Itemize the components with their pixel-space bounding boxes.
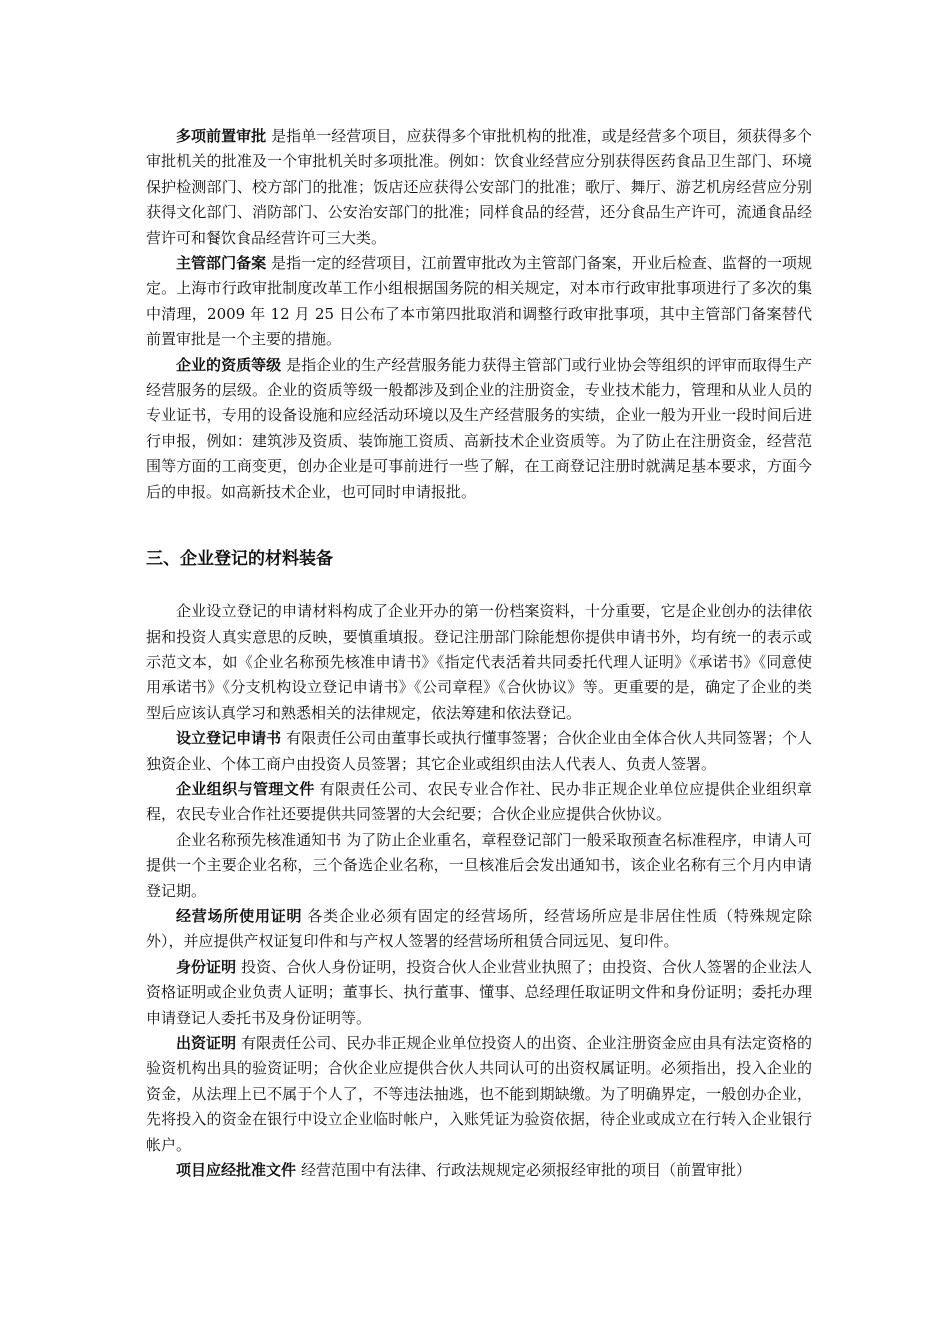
paragraph-premises-proof: [146, 904, 812, 955]
paragraph-text: 是指一定的经营项目，江前置审批改为主管部门备案，开业后检查、监督的一项规定。上海市行政审批制度改革工作小组根据国务院的相关规定，对本市行政审批事项进行了多次的集中清理，2009 年 12 月 25 日公布了本市第四批取消和调整行政审批事项，其中主管部门备案替代前置审批是一个主要的措施。: [146, 254, 812, 349]
term-label: 企业的资质等级: [176, 355, 282, 374]
term-label: 项目应经批准文件: [176, 1161, 297, 1180]
paragraph-application-form: [146, 726, 812, 777]
document-page: [146, 124, 812, 1183]
term-label: 出资证明: [176, 1034, 237, 1052]
term-label: 主管部门备案: [176, 254, 267, 273]
paragraph-department-filing: [146, 251, 812, 353]
paragraph-project-approval: [146, 1158, 812, 1183]
term-label: 经营场所使用证明: [176, 906, 303, 925]
paragraph-qualification-level: [146, 353, 812, 505]
paragraph-text: 有限责任公司、民办非正规企业单位投资人的出资、企业注册资金应由具有法定资格的验资机构出具的验资证明；合伙企业应提供合伙人共同认可的出资权属证明。必须指出，投入企业的资金，从法理上已不属于个人了，不等违法抽逃，也不能到期缺缴。为了明确界定，一般创办企业，先将投入的资金在银行中设立企业临时帐户，入账凭证为验资依据，待企业或成立在行转入企业银行帐户。: [146, 1034, 812, 1154]
term-label: 多项前置审批: [176, 127, 267, 145]
paragraph-identity-proof: [146, 955, 812, 1031]
paragraph-capital-proof: [146, 1031, 812, 1158]
paragraph-multi-approval: [146, 124, 812, 251]
paragraph-text: 各类企业必须有固定的经营场所，经营场所应是非居住性质（特殊规定除外），并应提供产权证复印件和与产权人签署的经营场所租赁合同远见、复印件。: [146, 906, 812, 951]
paragraph-text: 投资、合伙人身份证明，投资合伙人企业营业执照了；由投资、合伙人签署的企业法人资格证明或企业负责人证明；董事长、执行董事、懂事、总经理任取证明文件和身份证明；委托办理申请登记人委托书及身份证明等。: [146, 957, 812, 1027]
paragraph-text: 是指单一经营项目，应获得多个审批机构的批准，或是经营多个项目，须获得多个审批机关的批准及一个审批机关时多项批准。例如：饮食业经营应分别获得医药食品卫生部门、环境保护检测部门、校方部门的批准；饭店还应获得公安部门的批准；歌厅、舞厅、游艺机房经营应分别获得文化部门、消防部门、公安治安部门的批准；同样食品的经营，还分食品生产许可，流通食品经营许可和餐饮食品经营许可三大类。: [146, 127, 812, 247]
paragraph-text: 有限责任公司由董事长或执行懂事签署；合伙企业由全体合伙人共同签署；个人独资企业、个体工商户由投资人员签署；其它企业或组织由法人代表人、负责人签署。: [146, 729, 812, 773]
section-heading: 三、企业登记的材料装备: [146, 549, 333, 570]
paragraph-name-approval: [146, 828, 812, 904]
term-label: 身份证明: [176, 957, 237, 976]
paragraph-text: 为了防止企业重名，章程登记部门一般采取预查名标准程序，申请人可提供一个主要企业名称，三个备选企业名称，一旦核准后会发出通知书，该企业名称有三个月内申请登记期。: [146, 830, 812, 900]
paragraph-text: 经营范围中有法律、行政法规规定必须报经审批的项目（前置审批）: [301, 1161, 752, 1180]
term-label: 设立登记申请书: [176, 729, 282, 748]
paragraph-text: 是指企业的生产经营服务能力获得主管部门或行业协会等组织的评审而取得生产经营服务的层级。企业的资质等级一般都涉及到企业的注册资金，专业技术能力，管理和从业人员的专业证书，专用的设备设施和应经活动环境以及生产经营服务的实绩，企业一般为开业一段时间后进行申报，例如：建筑涉及资质、装饰施工资质、高新技术企业资质等。为了防止在注册资金，经营范围等方面的工商变更，创办企业是可事前进行一些了解，在工商登记注册时就满足基本要求，方面今后的申报。如高新技术企业，也可同时申请报批。: [146, 355, 812, 501]
term-label: 企业组织与管理文件: [176, 779, 315, 798]
paragraph-intro: 企业设立登记的申请材料构成了企业开办的第一份档案资料，十分重要，它是企业创办的法律依据和投资人真实意思的反映，要慎重填报。登记注册部门除能想你提供申请书外，均有统一的表示或示范文本，如《企业名称预先核准申请书》《指定代表活着共同委托代理人证明》《承诺书》《同意使用承诺书》《分支机构设立登记申请书》《公司章程》《合伙协议》等。更重要的是，确定了企业的类型后应该认真学习和熟悉相关的法律规定，依法筹建和依法登记。: [146, 602, 812, 722]
paragraph-text: 有限责任公司、农民专业合作社、民办非正规企业单位应提供企业组织章程，农民专业合作社还要提供共同签署的大会纪要；合伙企业应提供合伙协议。: [146, 779, 812, 824]
term-label: 企业名称预先核准通知书: [176, 830, 342, 849]
paragraph-organization-docs: [146, 777, 812, 828]
